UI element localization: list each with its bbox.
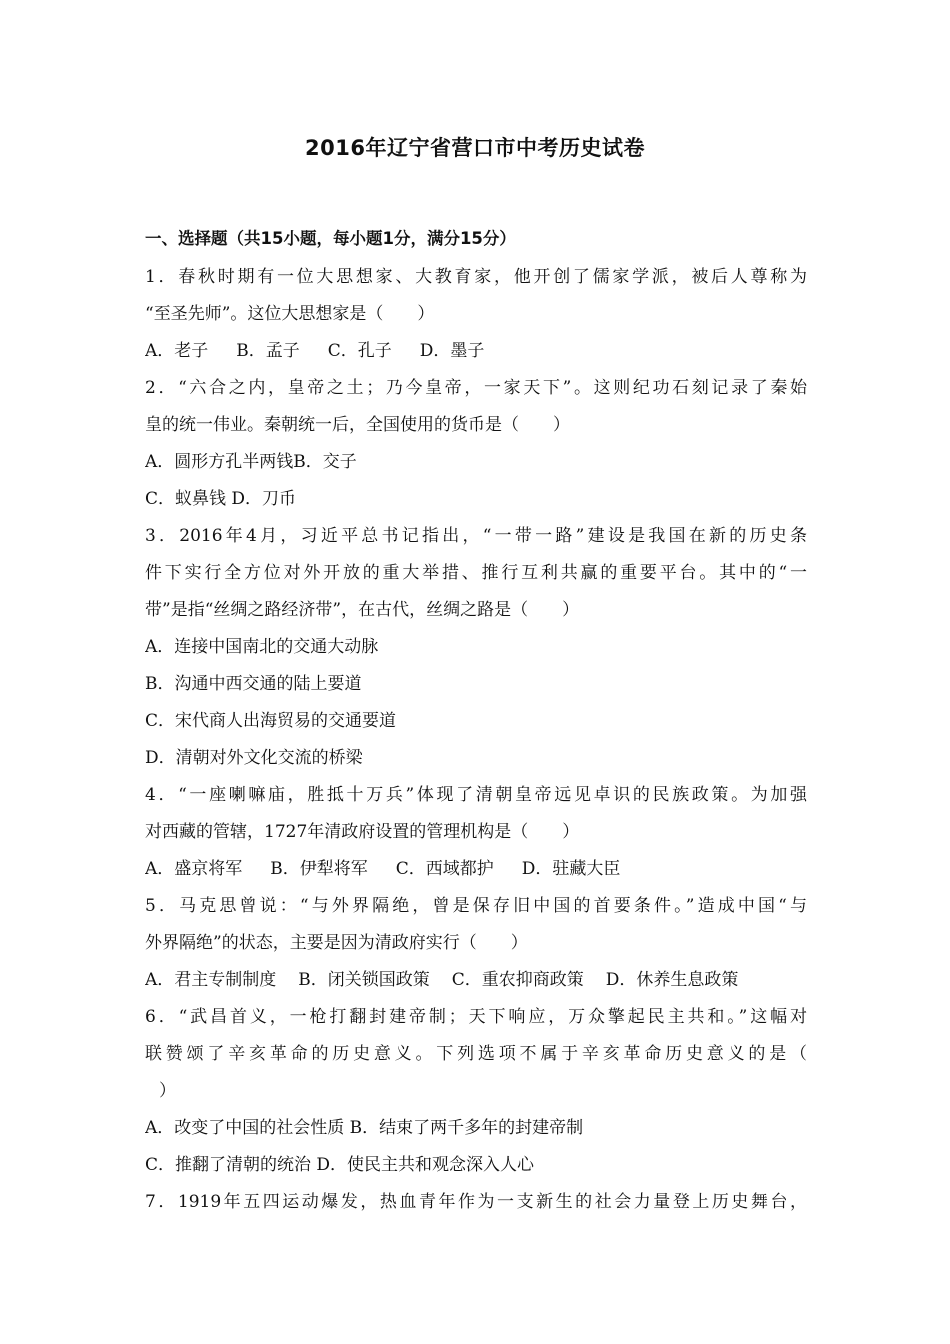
q1-line-2: “至圣先师”。这位大思想家是（ ） <box>145 304 435 324</box>
q1-line-1: 1．春秋时期有一位大思想家、大教育家，他开创了儒家学派，被后人尊称为 <box>145 267 807 287</box>
page-title: 2016年辽宁省营口市中考历史试卷 <box>305 136 645 160</box>
q3-option-d: D．清朝对外文化交流的桥梁 <box>145 748 363 768</box>
q1-option-a: A．老子 <box>145 341 209 361</box>
q2-line-1: 2．“六合之内，皇帝之土；乃今皇帝，一家天下”。这则纪功石刻记录了秦始 <box>145 378 807 398</box>
question-body <box>145 259 807 1221</box>
q6-options-ab: A．改变了中国的社会性质 B．结束了两千多年的封建帝制 <box>145 1118 584 1138</box>
q2-options-cd: C．蚁鼻钱 D．刀币 <box>145 489 297 509</box>
q5-option-b: B．闭关锁国政策 <box>298 970 430 990</box>
q5-option-a: A．君主专制制度 <box>145 970 277 990</box>
q4-option-a: A．盛京将军 <box>145 859 243 879</box>
q3-option-b: B．沟通中西交通的陆上要道 <box>145 674 362 694</box>
q3-line-1: 3．2016年4月，习近平总书记指出，“一带一路”建设是我国在新的历史条 <box>145 526 807 546</box>
q1-option-b: B．孟子 <box>236 341 300 361</box>
q4-line-2: 对西藏的管辖，1727年清政府设置的管理机构是（ ） <box>145 822 580 842</box>
q4-line-1: 4．“一座喇嘛庙，胜抵十万兵”体现了清朝皇帝远见卓识的民族政策。为加强 <box>145 785 807 805</box>
q6-line-3: ） <box>159 1081 176 1101</box>
q1-options <box>145 333 807 370</box>
q4-options <box>145 851 807 888</box>
q2-options-ab: A．圆形方孔半两钱B．交子 <box>145 452 357 472</box>
q4-option-b: B．伊犁将军 <box>270 859 368 879</box>
q5-options <box>145 962 807 999</box>
q3-option-a: A．连接中国南北的交通大动脉 <box>145 637 379 657</box>
q6-line-2: 联赞颂了辛亥革命的历史意义。下列选项不属于辛亥革命历史意义的是（ <box>145 1044 807 1064</box>
q1-option-d: D．墨子 <box>419 341 485 361</box>
q3-line-3: 带”是指“丝绸之路经济带”，在古代，丝绸之路是（ ） <box>145 600 580 620</box>
q4-option-d: D．驻藏大臣 <box>521 859 621 879</box>
q6-line-1: 6．“武昌首义，一枪打翻封建帝制；天下响应，万众擎起民主共和。”这幅对 <box>145 1007 807 1027</box>
q7-line-1: 7．1919年五四运动爆发，热血青年作为一支新生的社会力量登上历史舞台， <box>145 1192 807 1212</box>
q3-option-c: C．宋代商人出海贸易的交通要道 <box>145 711 397 731</box>
q5-line-1: 5．马克思曾说：“与外界隔绝，曾是保存旧中国的首要条件。”造成中国“与 <box>145 896 807 916</box>
q5-option-d: D．休养生息政策 <box>605 970 739 990</box>
q5-option-c: C．重农抑商政策 <box>451 970 584 990</box>
section-heading: 一、选择题（共15小题，每小题1分，满分15分） <box>145 229 516 248</box>
q4-option-c: C．西域都护 <box>395 859 494 879</box>
q5-line-2: 外界隔绝”的状态，主要是因为清政府实行（ ） <box>145 933 528 953</box>
q6-options-cd: C．推翻了清朝的统治 D．使民主共和观念深入人心 <box>145 1155 535 1175</box>
q3-line-2: 件下实行全方位对外开放的重大举措、推行互利共赢的重要平台。其中的“一 <box>145 563 807 583</box>
q2-line-2: 皇的统一伟业。秦朝统一后，全国使用的货币是（ ） <box>145 415 570 435</box>
q1-option-c: C．孔子 <box>327 341 392 361</box>
